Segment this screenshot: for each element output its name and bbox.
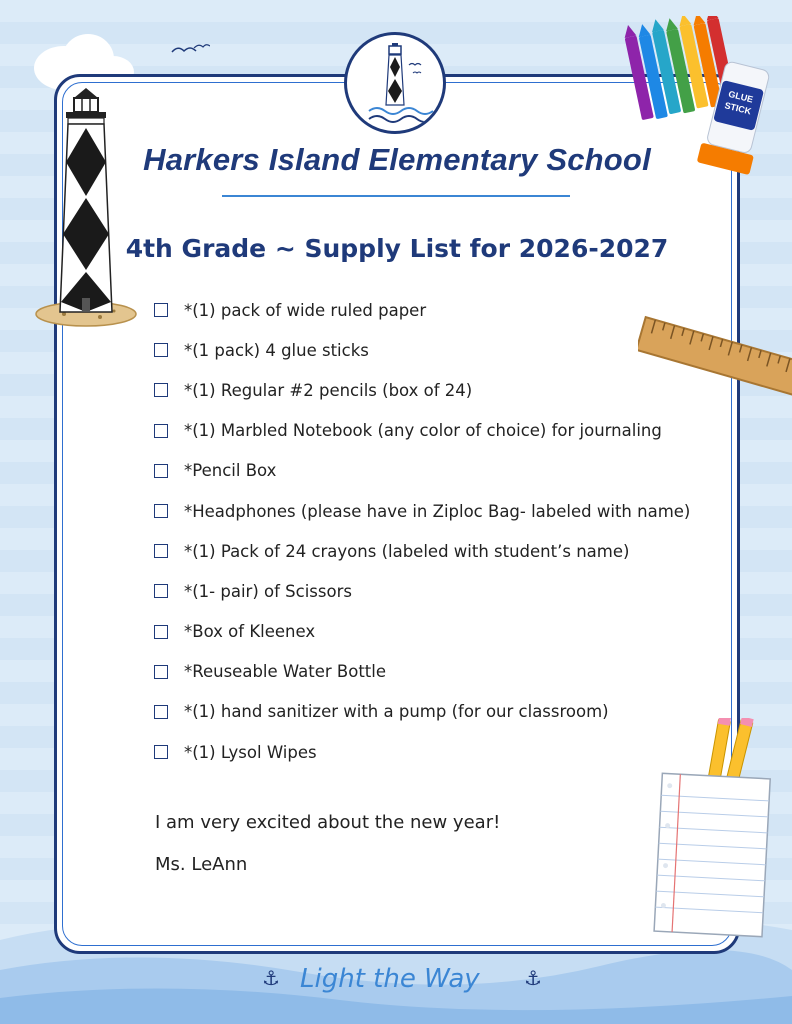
list-item	[154, 692, 714, 732]
list-item	[154, 571, 714, 611]
school-name-title: Harkers Island Elementary School	[143, 142, 651, 177]
list-item-label: *(1) Regular #2 pencils (box of 24)	[184, 380, 473, 400]
list-item-label: *Box of Kleenex	[184, 622, 316, 642]
anchor-icon: ⚓	[524, 966, 542, 990]
list-item	[154, 491, 714, 531]
list-item-label: *Headphones (please have in Ziploc Bag- labeled with name)	[184, 501, 691, 521]
closing-message: I am very excited about the new year!	[155, 812, 501, 833]
supply-list	[154, 290, 714, 772]
checkbox-icon[interactable]	[154, 625, 168, 639]
checkbox-icon[interactable]	[154, 383, 168, 397]
checkbox-icon[interactable]	[154, 584, 168, 598]
checkbox-icon[interactable]	[154, 665, 168, 679]
list-item-label: *(1) hand sanitizer with a pump (for our classroom)	[184, 702, 609, 722]
checkbox-icon[interactable]	[154, 504, 168, 518]
list-item	[154, 290, 714, 330]
list-item	[154, 451, 714, 491]
bird-icon	[170, 42, 210, 56]
lighthouse-icon	[30, 86, 142, 330]
list-item-label: *(1) pack of wide ruled paper	[184, 300, 427, 320]
checkbox-icon[interactable]	[154, 303, 168, 317]
checkbox-icon[interactable]	[154, 424, 168, 438]
checkbox-icon[interactable]	[154, 544, 168, 558]
checkbox-icon[interactable]	[154, 343, 168, 357]
lighthouse-icon	[347, 35, 443, 131]
teacher-signature: Ms. LeAnn	[155, 854, 248, 875]
list-item-label: *(1 pack) 4 glue sticks	[184, 340, 369, 360]
list-item-label: *(1) Lysol Wipes	[184, 742, 317, 762]
list-item-label: *(1) Pack of 24 crayons (labeled with student’s name)	[184, 541, 630, 561]
glue-stick-label-line2: STICK	[723, 100, 753, 117]
school-logo	[344, 32, 446, 134]
list-item-label: *(1) Marbled Notebook (any color of choice) for journaling	[184, 421, 662, 441]
list-item	[154, 531, 714, 571]
list-item	[154, 330, 714, 370]
school-motto: Light the Way	[300, 964, 480, 994]
list-item	[154, 652, 714, 692]
list-item	[154, 370, 714, 410]
glue-stick-label-line1: GLUE	[727, 88, 755, 105]
checkbox-icon[interactable]	[154, 705, 168, 719]
list-item	[154, 732, 714, 772]
supply-list-title: 4th Grade ~ Supply List for 2026-2027	[125, 234, 669, 263]
checkbox-icon[interactable]	[154, 464, 168, 478]
list-item	[154, 411, 714, 451]
list-item-label: *Pencil Box	[184, 461, 277, 481]
anchor-icon: ⚓	[262, 966, 280, 990]
list-item-label: *(1- pair) of Scissors	[184, 581, 352, 601]
list-item	[154, 612, 714, 652]
checkbox-icon[interactable]	[154, 745, 168, 759]
title-divider	[222, 195, 570, 197]
list-item-label: *Reuseable Water Bottle	[184, 662, 387, 682]
